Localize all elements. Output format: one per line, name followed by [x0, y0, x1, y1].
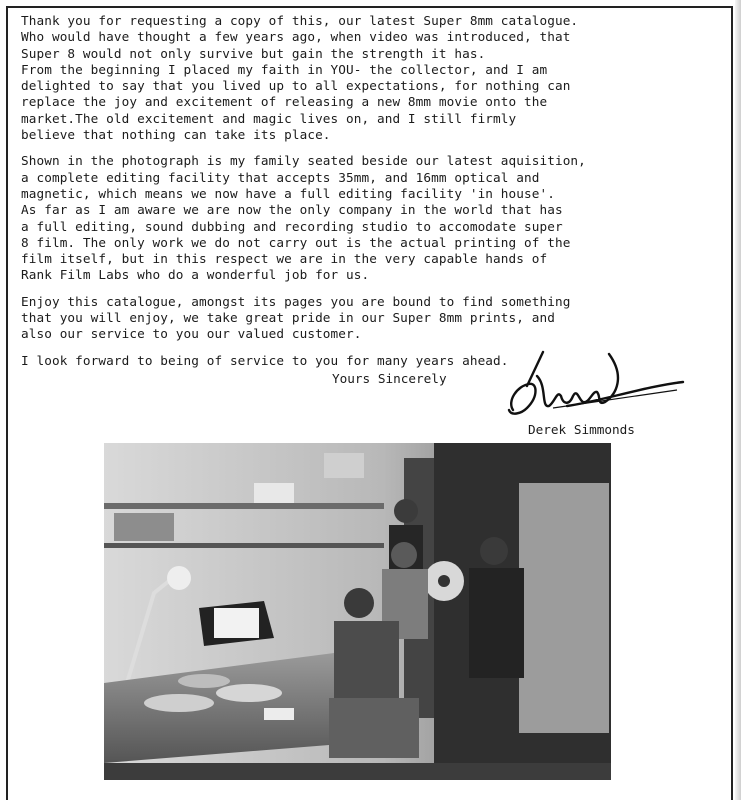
letter-body	[21, 13, 721, 379]
photograph-icon	[104, 443, 611, 780]
page-edge	[735, 0, 741, 800]
paragraph-intro: Thank you for requesting a copy of this, our latest Super 8mm catalogue. Who would have thought a few years ago, when video was introduced, that Super 8 would not only survive but gain the strength it has. From the beginning I placed my faith in YOU- the collector, and I am delighted to say that you lived up to all expectations, for nothing can replace the joy and excitement of releasing a new 8mm movie onto the market.The old excitement and magic lives on, and I still firmly believe that nothing can take its place.	[21, 13, 579, 143]
paragraph-enjoy: Enjoy this catalogue, amongst its pages you are bound to find something that you will enjoy, we take great pride in our Super 8mm prints, and also our service to you our valued customer.	[21, 293, 571, 342]
family-photograph	[104, 443, 611, 780]
signer-name: Derek Simmonds	[528, 422, 635, 437]
paragraph-photo-description: Shown in the photograph is my family seated beside our latest aquisition, a complete editing facility that accepts 35mm, and 16mm optical and magnetic, which means we now have a full editing facility 'in house'. As far as I am aware we are now the only company in the world that has a full editing, sound dubbing and recording studio to accomodate super 8 film. The only work we do not carry out is the actual printing of the film itself, but in this respect we are in the very capable hands of Rank Film Labs who do a wonderful job for us.	[21, 153, 586, 283]
signature-icon	[497, 346, 687, 426]
paragraph-look-forward: I look forward to being of service to you for many years ahead.	[21, 352, 509, 368]
closing-text: Yours Sincerely	[332, 371, 447, 386]
